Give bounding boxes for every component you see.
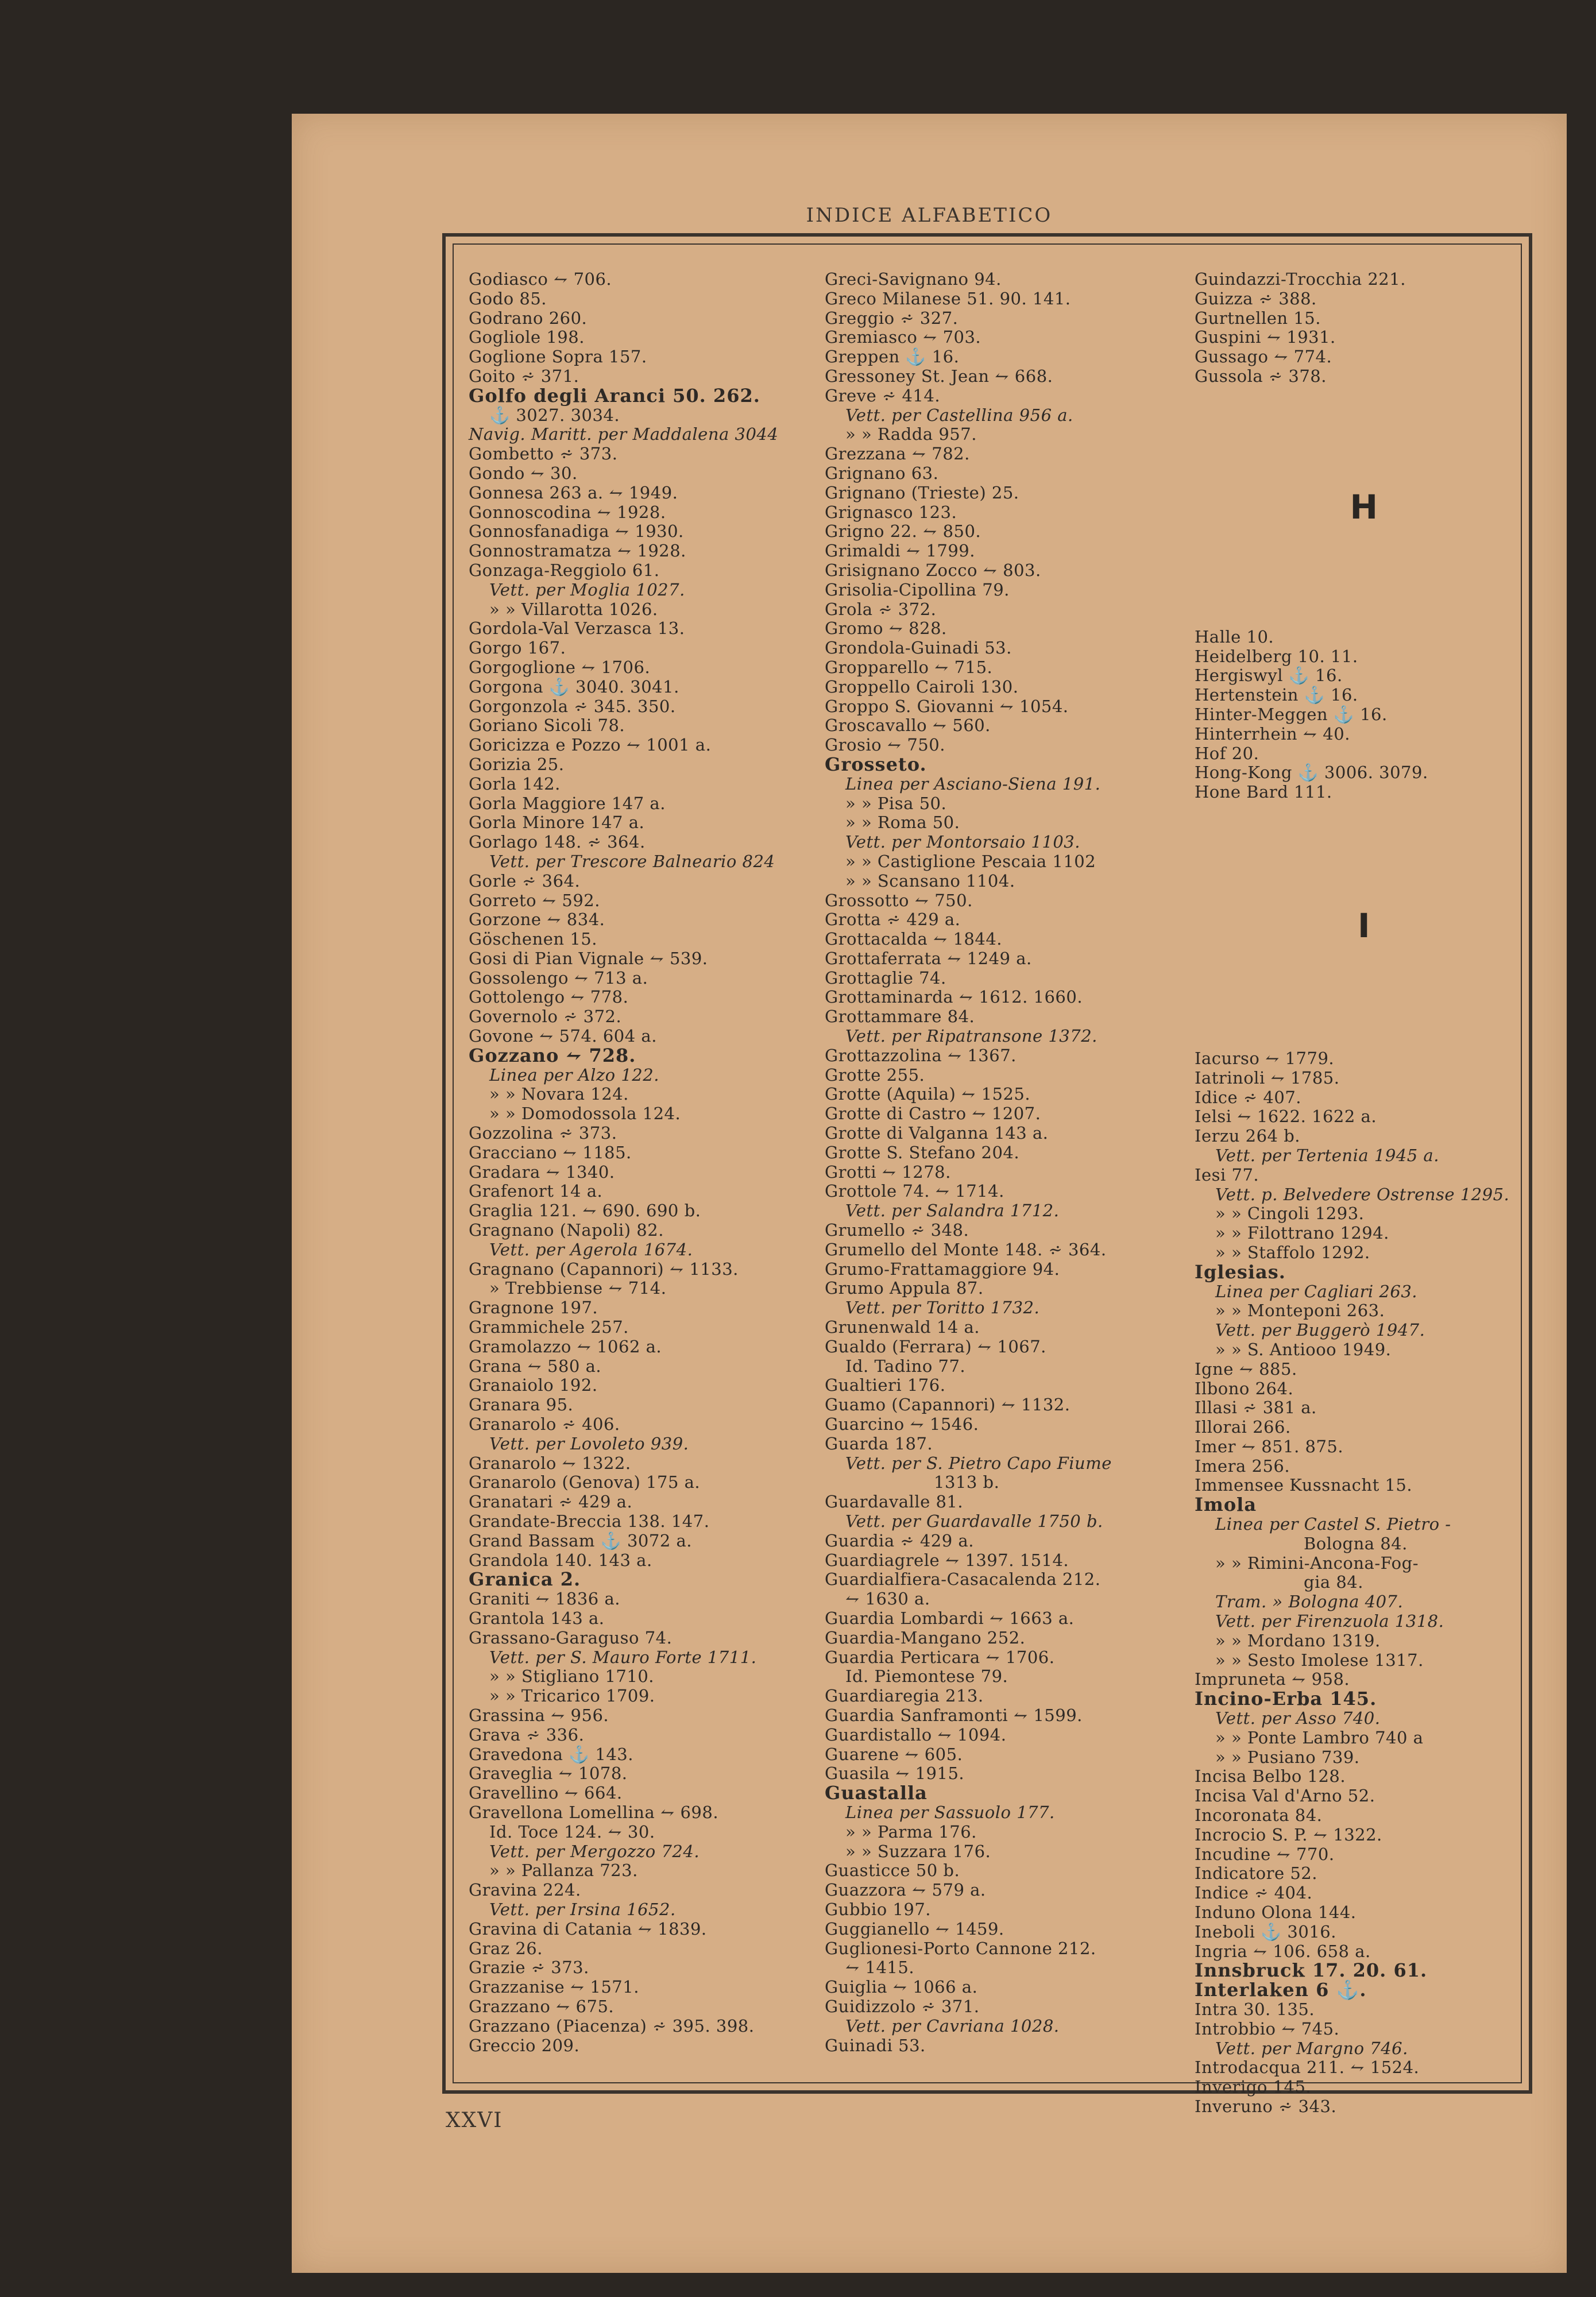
index-entry: Grotti ⥊ 1278. (825, 1162, 951, 1182)
index-entry: Granarolo ⩫ 406. (469, 1414, 620, 1434)
index-entry: Guardia Perticara ⥊ 1706. (825, 1647, 1055, 1667)
index-entry (1195, 963, 1533, 1049)
index-heading: Imola (1195, 1494, 1257, 1516)
index-entry: Gracciano ⥊ 1185. (469, 1142, 632, 1162)
index-entry: Gorla Minore 147 a. (469, 813, 645, 833)
index-entry: Gubbio 197. (825, 1899, 931, 1919)
index-entry: Vett. per S. Pietro Capo Fiume (845, 1453, 1112, 1473)
index-entry: Guardavalle 81. (825, 1492, 964, 1512)
index-entry: Grunenwald 14 a. (825, 1317, 980, 1337)
index-entry: Gorzone ⥊ 834. (469, 910, 605, 930)
index-heading: Grosseto. (825, 753, 927, 775)
running-header: INDICE ALFABETICO (806, 204, 1053, 227)
index-entry: Grisolia-Cipollina 79. (825, 579, 1010, 600)
index-entry: Navig. Maritt. per Maddalena 3044 (469, 424, 779, 444)
index-entry: Vett. per Tertenia 1945 a. (1215, 1145, 1439, 1165)
index-entry: Gonzaga-Reggiolo 61. (469, 560, 660, 580)
index-entry: Grotte S. Stefano 204. (825, 1142, 1020, 1162)
index-entry: Grignano 63. (825, 463, 939, 483)
index-entry: Gosi di Pian Vignale ⥊ 539. (469, 948, 708, 968)
index-entry: Graveglia ⥊ 1078. (469, 1764, 628, 1784)
index-entry: Ilbono 264. (1195, 1378, 1294, 1398)
index-column-1 (469, 270, 796, 2055)
index-entry: Vett. per Irsina 1652. (489, 1899, 676, 1919)
index-entry: Grantola 143 a. (469, 1608, 605, 1628)
index-entry: Grezzana ⥊ 782. (825, 444, 970, 464)
index-entry: Gozzolina ⩫ 373. (469, 1123, 617, 1143)
index-entry: » Trebbiense ⥊ 714. (489, 1278, 667, 1298)
index-entry: Guizza ⩫ 388. (1195, 288, 1317, 308)
index-entry: Gravedona ⚓ 143. (469, 1744, 633, 1764)
index-entry: Grignasco 123. (825, 502, 957, 522)
index-entry: Incoronata 84. (1195, 1805, 1323, 1826)
index-entry: Grondola-Guinadi 53. (825, 638, 1012, 658)
index-entry: Vett. per Ripatransone 1372. (845, 1026, 1098, 1046)
index-entry: Gromo ⥊ 828. (825, 618, 947, 639)
index-entry: Imer ⥊ 851. 875. (1195, 1436, 1344, 1456)
index-entry: Groppello Cairoli 130. (825, 676, 1019, 697)
index-entry: Ineboli ⚓ 3016. (1195, 1921, 1336, 1942)
index-entry: » » Cingoli 1293. (1215, 1204, 1365, 1224)
index-entry: Vett. per S. Mauro Forte 1711. (489, 1647, 757, 1667)
index-entry: Guspini ⥊ 1931. (1195, 327, 1336, 347)
index-entry: Linea per Castel S. Pietro - (1215, 1514, 1451, 1534)
index-entry: Gombetto ⩫ 373. (469, 444, 618, 464)
index-entry: Gondo ⥊ 30. (469, 463, 578, 483)
index-entry: Gonnostramatza ⥊ 1928. (469, 541, 686, 561)
index-entry: Vett. per Asso 740. (1215, 1708, 1381, 1728)
index-entry: Grazzano (Piacenza) ⩫ 395. 398. (469, 2016, 755, 2036)
index-entry: Grand Bassam ⚓ 3072 a. (469, 1530, 693, 1550)
index-entry: Iatrinoli ⥊ 1785. (1195, 1068, 1340, 1088)
index-entry: Tram. » Bologna 407. (1215, 1592, 1404, 1612)
index-entry: Gressoney St. Jean ⥊ 668. (825, 366, 1053, 386)
index-entry: Vett. per Margno 746. (1215, 2038, 1408, 2058)
index-entry: Guazzora ⥊ 579 a. (825, 1880, 986, 1900)
index-entry: Gremiasco ⥊ 703. (825, 327, 981, 347)
index-entry: Gualdo (Ferrara) ⥊ 1067. (825, 1336, 1046, 1356)
index-entry: Granatari ⩫ 429 a. (469, 1492, 633, 1512)
index-entry: Guardiagrele ⥊ 1397. 1514. (825, 1550, 1069, 1570)
index-heading: Guastalla (825, 1782, 928, 1804)
index-entry: Incisa Belbo 128. (1195, 1766, 1346, 1786)
index-entry: Vett. per Lovoleto 939. (489, 1433, 689, 1453)
index-entry: Gottolengo ⥊ 778. (469, 987, 629, 1007)
index-entry: Incisa Val d'Arno 52. (1195, 1786, 1375, 1806)
index-entry: Groppo S. Giovanni ⥊ 1054. (825, 696, 1069, 716)
index-entry: Grottacalda ⥊ 1844. (825, 929, 1003, 949)
index-entry: Gualtieri 176. (825, 1375, 946, 1395)
index-entry: Goglione Sopra 157. (469, 347, 647, 367)
index-entry: ⥊ 1630 a. (845, 1589, 930, 1609)
index-entry: Ielsi ⥊ 1622. 1622 a. (1195, 1107, 1377, 1127)
index-entry: Guardialfiera-Casacalenda 212. (825, 1569, 1101, 1590)
index-entry: Guardia Sanframonti ⥊ 1599. (825, 1705, 1083, 1725)
index-entry: Gradara ⥊ 1340. (469, 1162, 615, 1182)
index-entry: Grotta ⩫ 429 a. (825, 910, 961, 930)
index-entry: Guardiaregia 213. (825, 1686, 984, 1706)
index-entry: Godo 85. (469, 288, 547, 308)
index-entry: Gussola ⩫ 378. (1195, 366, 1327, 386)
index-heading: Interlaken 6 ⚓. (1195, 1979, 1367, 2001)
index-entry: Vett. per Moglia 1027. (489, 579, 685, 600)
index-entry: Guidizzolo ⩫ 371. (825, 1996, 980, 2016)
index-entry: Gordola-Val Verzasca 13. (469, 618, 685, 639)
index-entry: Guarda 187. (825, 1433, 933, 1453)
index-entry: Gussago ⥊ 774. (1195, 347, 1332, 367)
index-entry: » » Domodossola 124. (489, 1104, 681, 1124)
index-heading: Granica 2. (469, 1568, 581, 1591)
index-entry: Induno Olona 144. (1195, 1902, 1357, 1923)
index-entry: Hergiswyl ⚓ 16. (1195, 666, 1343, 686)
index-entry: Guarene ⥊ 605. (825, 1744, 963, 1764)
index-entry: Gorgoglione ⥊ 1706. (469, 657, 651, 677)
index-entry: Illorai 266. (1195, 1417, 1291, 1437)
index-entry: » » Villarotta 1026. (489, 599, 658, 619)
index-entry: Vett. per Buggerò 1947. (1215, 1320, 1425, 1340)
index-entry: Introdacqua 211. ⥊ 1524. (1195, 2058, 1420, 2078)
index-entry: Gonnoscodina ⥊ 1928. (469, 502, 666, 522)
index-entry: Gorla 142. (469, 774, 561, 794)
index-entry: » » Scansano 1104. (845, 871, 1015, 891)
index-entry: Id. Piemontese 79. (845, 1666, 1008, 1687)
index-entry: Gorreto ⥊ 592. (469, 890, 600, 910)
index-entry (1195, 802, 1533, 888)
index-entry: Göschenen 15. (469, 929, 597, 949)
index-entry: Linea per Cagliari 263. (1215, 1281, 1417, 1301)
index-entry: 1313 b. (934, 1472, 1000, 1492)
index-entry: » » Pallanza 723. (489, 1861, 638, 1881)
index-entry: Greccio 209. (469, 2035, 580, 2055)
index-entry: Hertenstein ⚓ 16. (1195, 685, 1358, 705)
index-entry: Vett. per Agerola 1674. (489, 1239, 693, 1259)
index-entry: Vett. per Firenzuola 1318. (1215, 1611, 1444, 1631)
index-entry: Graglia 121. ⥊ 690. 690 b. (469, 1201, 701, 1221)
index-entry: Greppen ⚓ 16. (825, 347, 960, 367)
index-entry: Hinter-Meggen ⚓ 16. (1195, 704, 1388, 724)
index-entry: Gorle ⩫ 364. (469, 871, 581, 891)
index-entry: Grosio ⥊ 750. (825, 735, 945, 755)
index-entry: » » Roma 50. (845, 813, 960, 833)
index-entry: Guinadi 53. (825, 2035, 926, 2055)
index-entry: Heidelberg 10. 11. (1195, 646, 1358, 666)
index-entry: Vett. per Guardavalle 1750 b. (845, 1511, 1103, 1531)
index-entry: Grumello del Monte 148. ⩫ 364. (825, 1239, 1107, 1259)
index-entry: Gravellona Lomellina ⥊ 698. (469, 1802, 719, 1822)
index-entry: gia 84. (1304, 1572, 1363, 1592)
index-entry: Granarolo (Genova) 175 a. (469, 1472, 701, 1492)
index-entry: Goricizza e Pozzo ⥊ 1001 a. (469, 735, 712, 755)
index-entry: Granarolo ⥊ 1322. (469, 1453, 631, 1473)
index-entry: Gorgona ⚓ 3040. 3041. (469, 676, 679, 697)
index-entry: Gurtnellen 15. (1195, 308, 1321, 328)
index-entry: Linea per Asciano-Siena 191. (845, 774, 1101, 794)
index-entry: Indicatore 52. (1195, 1863, 1317, 1884)
index-entry: » » Parma 176. (845, 1822, 977, 1842)
page-number: XXVI (446, 2109, 503, 2132)
index-entry: Grottole 74. ⥊ 1714. (825, 1181, 1004, 1201)
index-entry: Bologna 84. (1304, 1533, 1408, 1553)
index-entry: Grassina ⥊ 956. (469, 1705, 609, 1725)
index-entry: Impruneta ⥊ 958. (1195, 1669, 1350, 1689)
index-entry: Grotte (Aquila) ⥊ 1525. (825, 1084, 1031, 1104)
index-entry: Gonnosfanadiga ⥊ 1930. (469, 521, 684, 542)
index-entry: Guglionesi-Porto Cannone 212. (825, 1938, 1096, 1958)
index-entry: Grisignano Zocco ⥊ 803. (825, 560, 1041, 580)
index-entry: Incudine ⥊ 770. (1195, 1844, 1335, 1864)
index-entry: Guasila ⥊ 1915. (825, 1764, 965, 1784)
index-entry: Gorlago 148. ⩫ 364. (469, 832, 646, 852)
index-entry: Linea per Alzo 122. (489, 1065, 659, 1085)
index-heading: Innsbruck 17. 20. 61. (1195, 1959, 1428, 1982)
index-entry: Vett. per Cavriana 1028. (845, 2016, 1060, 2036)
index-entry: Grottaferrata ⥊ 1249 a. (825, 948, 1032, 968)
index-entry: » » Tricarico 1709. (489, 1686, 655, 1706)
index-entry: Grumo-Frattamaggiore 94. (825, 1259, 1060, 1279)
index-entry: » » Sesto Imolese 1317. (1215, 1650, 1424, 1670)
index-entry: Guamo (Capannori) ⥊ 1132. (825, 1395, 1071, 1415)
index-entry: Gropparello ⥊ 715. (825, 657, 993, 677)
index-entry: Godrano 260. (469, 308, 588, 328)
index-entry: Grandola 140. 143 a. (469, 1550, 652, 1570)
index-entry: Hinterrhein ⥊ 40. (1195, 724, 1350, 744)
index-entry: » » Suzzara 176. (845, 1841, 991, 1861)
index-heading: Incino-Erba 145. (1195, 1688, 1377, 1710)
index-entry: Inverigo 145. (1195, 2077, 1312, 2097)
index-entry: Guarcino ⥊ 1546. (825, 1414, 979, 1434)
index-entry: Groscavallo ⥊ 560. (825, 716, 991, 736)
section-letter: H (1350, 487, 1378, 527)
index-entry: Guardia Lombardi ⥊ 1663 a. (825, 1608, 1075, 1628)
index-entry: Greggio ⩫ 327. (825, 308, 959, 328)
index-entry: Graniti ⥊ 1836 a. (469, 1589, 620, 1609)
index-entry: Grandate-Breccia 138. 147. (469, 1511, 710, 1531)
index-entry: Id. Toce 124. ⥊ 30. (489, 1822, 655, 1842)
index-entry: Halle 10. (1195, 627, 1274, 647)
index-entry: Guardia ⩫ 429 a. (825, 1530, 974, 1550)
index-entry: » » Pisa 50. (845, 793, 947, 813)
index-entry: Iacurso ⥊ 1779. (1195, 1048, 1335, 1068)
index-entry: Gragnano (Capannori) ⥊ 1133. (469, 1259, 739, 1279)
index-entry: Gogliole 198. (469, 327, 585, 347)
index-entry: Introbbio ⥊ 745. (1195, 2018, 1340, 2039)
index-page (292, 114, 1567, 2273)
index-entry: » » Radda 957. (845, 424, 977, 444)
index-entry: Grammichele 257. (469, 1317, 629, 1337)
index-entry: Goriano Sicoli 78. (469, 716, 625, 736)
index-entry: Grafenort 14 a. (469, 1181, 603, 1201)
index-entry: Grottaglie 74. (825, 968, 946, 988)
index-entry (1195, 542, 1533, 628)
index-entry: » » Mordano 1319. (1215, 1630, 1381, 1650)
index-entry: Guiglia ⥊ 1066 a. (825, 1977, 978, 1997)
index-entry: Grottazzolina ⥊ 1367. (825, 1045, 1017, 1065)
index-entry: Grignano (Trieste) 25. (825, 482, 1019, 502)
index-entry: Gravina di Catania ⥊ 1839. (469, 1919, 707, 1939)
index-entry (1195, 386, 1533, 473)
index-entry: Hof 20. (1195, 743, 1259, 763)
index-column-2 (825, 270, 1169, 2055)
index-entry: Grimaldi ⥊ 1799. (825, 541, 975, 561)
index-entry: Greci-Savignano 94. (825, 269, 1002, 289)
index-column-3 (1195, 270, 1533, 2117)
index-entry: Gorgonzola ⩫ 345. 350. (469, 696, 676, 716)
index-entry: Grigno 22. ⥊ 850. (825, 521, 981, 542)
index-entry: Vett. per Toritto 1732. (845, 1298, 1040, 1318)
index-entry: » » Filottrano 1294. (1215, 1223, 1389, 1243)
index-entry: Guasticce 50 b. (825, 1861, 960, 1881)
index-heading: Golfo degli Aranci 50. 262. (469, 384, 760, 407)
index-entry: Grava ⩫ 336. (469, 1724, 585, 1745)
index-entry: Goito ⩫ 371. (469, 366, 579, 386)
index-entry: Gragnone 197. (469, 1298, 598, 1318)
index-entry: Vett. per Mergozzo 724. (489, 1841, 700, 1861)
index-entry: Vett. per Salandra 1712. (845, 1201, 1060, 1221)
index-entry: Godiasco ⥊ 706. (469, 269, 612, 289)
index-entry: Guggianello ⥊ 1459. (825, 1919, 1004, 1939)
index-entry: Iesi 77. (1195, 1165, 1259, 1185)
index-entry: Graz 26. (469, 1938, 543, 1958)
index-entry: Greve ⩫ 414. (825, 385, 941, 405)
index-entry: Greco Milanese 51. 90. 141. (825, 288, 1071, 308)
index-entry: Idice ⩫ 407. (1195, 1087, 1302, 1107)
index-entry: Ierzu 264 b. (1195, 1126, 1301, 1146)
index-heading: Gozzano ⥊ 728. (469, 1044, 636, 1066)
index-entry: Gravina 224. (469, 1880, 581, 1900)
index-entry: Gossolengo ⥊ 713 a. (469, 968, 648, 988)
index-entry: Governolo ⩫ 372. (469, 1007, 622, 1027)
index-entry: Grotte di Castro ⥊ 1207. (825, 1104, 1041, 1124)
index-entry: Gonnesa 263 a. ⥊ 1949. (469, 482, 678, 502)
index-entry: » » Ponte Lambro 740 a (1215, 1727, 1424, 1747)
index-entry: Igne ⥊ 885. (1195, 1359, 1297, 1379)
index-entry: Grottaminarda ⥊ 1612. 1660. (825, 987, 1083, 1007)
section-letter: I (1357, 906, 1371, 945)
index-entry: Vett. per Trescore Balneario 824 (489, 851, 775, 871)
index-entry: Gorla Maggiore 147 a. (469, 793, 666, 813)
index-entry: Grossotto ⥊ 750. (825, 890, 973, 910)
index-entry: Grazzano ⥊ 675. (469, 1996, 615, 2016)
index-entry: Gorizia 25. (469, 754, 565, 774)
index-entry: Inveruno ⩫ 343. (1195, 2096, 1337, 2116)
index-entry: Guindazzi-Trocchia 221. (1195, 269, 1406, 289)
index-entry: Grottammare 84. (825, 1007, 975, 1027)
index-entry: Vett. per Castellina 956 a. (845, 405, 1073, 425)
index-entry: Vett. per Montorsaio 1103. (845, 832, 1080, 852)
index-entry: Grola ⩫ 372. (825, 599, 937, 619)
index-entry: Govone ⥊ 574. 604 a. (469, 1026, 657, 1046)
index-heading: Iglesias. (1195, 1260, 1286, 1283)
index-entry: Illasi ⩫ 381 a. (1195, 1398, 1317, 1418)
index-entry: Grotte di Valganna 143 a. (825, 1123, 1049, 1143)
index-entry: Granara 95. (469, 1395, 574, 1415)
index-entry: Gravellino ⥊ 664. (469, 1783, 623, 1803)
index-entry: ⚓ 3027. 3034. (489, 405, 620, 425)
index-entry: Gorgo 167. (469, 638, 566, 658)
text-frame (442, 233, 1532, 2116)
index-entry: ⥊ 1415. (845, 1958, 915, 1978)
index-entry: Grazzanise ⥊ 1571. (469, 1977, 639, 1997)
index-entry: Grotte 255. (825, 1065, 925, 1085)
index-entry: » » Monteponi 263. (1215, 1301, 1385, 1321)
index-entry: Id. Tadino 77. (845, 1356, 966, 1376)
index-entry: Grassano-Garaguso 74. (469, 1627, 673, 1648)
text-frame-inner (453, 243, 1522, 2116)
index-entry: » » Castiglione Pescaia 1102 (845, 851, 1096, 871)
index-entry: » » Pusiano 739. (1215, 1747, 1360, 1767)
index-entry: Immensee Kussnacht 15. (1195, 1475, 1413, 1495)
index-entry: Vett. p. Belvedere Ostrense 1295. (1215, 1184, 1510, 1204)
index-entry: Guardistallo ⥊ 1094. (825, 1724, 1007, 1745)
index-entry: Guardia-Mangano 252. (825, 1627, 1026, 1648)
index-entry: Ingria ⥊ 106. 658 a. (1195, 1941, 1371, 1961)
index-entry: Grazie ⩫ 373. (469, 1958, 589, 1978)
index-entry: » » Staffolo 1292. (1215, 1242, 1370, 1262)
index-entry: Indice ⩫ 404. (1195, 1883, 1313, 1903)
index-entry: Grumo Appula 87. (825, 1278, 984, 1298)
index-entry: Grana ⥊ 580 a. (469, 1356, 602, 1376)
index-entry: Intra 30. 135. (1195, 2000, 1315, 2019)
index-entry: Hone Bard 111. (1195, 782, 1332, 802)
index-entry: Gragnano (Napoli) 82. (469, 1220, 664, 1240)
index-entry: Linea per Sassuolo 177. (845, 1802, 1055, 1822)
index-entry: Granaiolo 192. (469, 1375, 598, 1395)
index-entry: » » Rimini-Ancona-Fog- (1215, 1553, 1419, 1573)
index-entry: » » Stigliano 1710. (489, 1666, 654, 1687)
index-entry: » » S. Antiooo 1949. (1215, 1339, 1392, 1359)
index-entry: Hong-Kong ⚓ 3006. 3079. (1195, 763, 1428, 783)
index-entry: Incrocio S. P. ⥊ 1322. (1195, 1824, 1382, 1844)
index-entry: Gramolazzo ⥊ 1062 a. (469, 1336, 662, 1356)
index-entry: » » Novara 124. (489, 1084, 629, 1104)
index-entry: Imera 256. (1195, 1456, 1290, 1476)
index-entry: Grumello ⩫ 348. (825, 1220, 969, 1240)
